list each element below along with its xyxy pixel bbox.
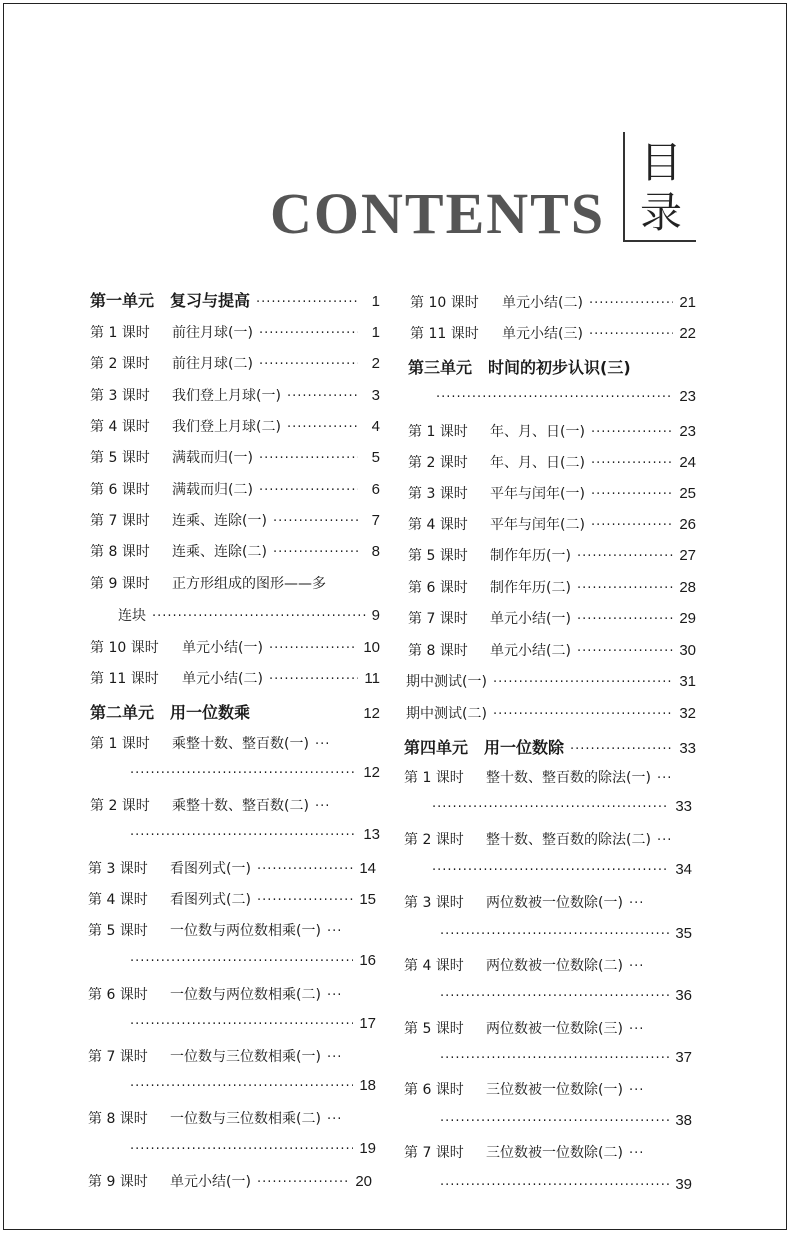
page-number: 39 [675, 1176, 692, 1193]
toc-lesson[interactable] [404, 1142, 696, 1162]
leader-dots [577, 644, 673, 659]
contents-title-cn [626, 138, 696, 238]
toc-lesson[interactable] [90, 668, 380, 688]
page-number: 32 [679, 705, 696, 722]
lesson-number: 第 1 课时 [90, 325, 150, 341]
lesson-title: 年、月、日(二) [490, 455, 585, 471]
lesson-number: 第 6 课时 [404, 1082, 464, 1098]
lesson-number: 第 1 课时 [404, 770, 464, 786]
toc-lesson[interactable] [88, 1171, 372, 1191]
lesson-title: 整十数、整百数的除法(一) [486, 770, 651, 786]
lesson-title: 一位数与两位数相乘(一) [170, 923, 321, 939]
toc-leader-line[interactable] [440, 1176, 692, 1193]
toc-lesson[interactable] [408, 452, 696, 472]
leader-dots [259, 451, 358, 466]
title-divider-horizontal [623, 240, 696, 242]
page-number: 2 [371, 355, 380, 372]
leader-dots [273, 545, 358, 560]
lesson-number: 第 2 课时 [90, 798, 150, 814]
leader-dots [130, 1142, 353, 1157]
toc-lesson[interactable] [404, 892, 696, 912]
toc-lesson[interactable] [90, 795, 380, 815]
lesson-title: 满载而归(一) [172, 450, 253, 466]
toc-lesson[interactable] [88, 889, 376, 909]
lesson-title: 平年与闰年(二) [490, 517, 585, 533]
leader-dots [493, 707, 673, 722]
page-number: 1 [371, 324, 380, 341]
leader-dots [269, 641, 357, 656]
page-number: 24 [679, 454, 696, 471]
toc-lesson[interactable] [408, 483, 696, 503]
page-number: 28 [679, 579, 696, 596]
page-number: 3 [371, 387, 380, 404]
toc-lesson[interactable] [88, 1108, 376, 1128]
toc-midterm[interactable] [406, 671, 696, 691]
ellipsis: ··· [656, 833, 673, 848]
page-number: 23 [679, 423, 696, 440]
leader-dots [591, 425, 673, 440]
toc-lesson[interactable] [408, 421, 696, 441]
toc-lesson[interactable] [88, 984, 376, 1004]
lesson-number: 第 7 课时 [404, 1145, 464, 1161]
page-number: 22 [679, 325, 696, 342]
lesson-title: 整十数、整百数的除法(二) [486, 832, 651, 848]
page-number: 15 [359, 891, 376, 908]
lesson-number: 第 10 课时 [410, 295, 479, 311]
leader-dots [440, 1051, 669, 1066]
lesson-number: 第 10 课时 [90, 640, 159, 656]
page-number: 25 [679, 485, 696, 502]
leader-dots [130, 766, 357, 781]
leader-dots [440, 927, 669, 942]
toc-lesson[interactable] [88, 1046, 376, 1066]
unit-title: 第二单元 用一位数乘 [90, 703, 251, 722]
lesson-title: 单元小结(一) [182, 640, 263, 656]
lesson-number: 第 1 课时 [90, 736, 150, 752]
page-number: 11 [364, 670, 380, 687]
lesson-title: 看图列式(一) [170, 861, 251, 877]
toc-leader-line[interactable] [436, 388, 696, 405]
toc-lesson[interactable] [90, 385, 380, 405]
toc-lesson[interactable] [404, 955, 696, 975]
page-number: 37 [675, 1049, 692, 1066]
lesson-number: 第 1 课时 [408, 424, 468, 440]
toc-lesson[interactable] [404, 767, 696, 787]
lesson-number: 第 4 课时 [404, 958, 464, 974]
lesson-number: 第 7 课时 [90, 513, 150, 529]
lesson-title: 我们登上月球(一) [172, 388, 281, 404]
toc-lesson[interactable] [90, 510, 380, 530]
ellipsis: ··· [326, 988, 343, 1003]
ellipsis: ··· [314, 799, 331, 814]
lesson-title: 连乘、连除(一) [172, 513, 267, 529]
page-number: 29 [679, 610, 696, 627]
toc-lesson[interactable] [408, 640, 696, 660]
contents-title-en: CONTENTS [270, 181, 606, 246]
leader-dots [257, 893, 353, 908]
page-number: 21 [679, 294, 696, 311]
toc-lesson[interactable] [408, 608, 696, 628]
lesson-title: 满载而归(二) [172, 482, 253, 498]
toc-leader-line[interactable] [440, 1112, 692, 1129]
leader-dots [570, 742, 673, 757]
toc-lesson[interactable] [90, 322, 380, 342]
lesson-title: 连乘、连除(二) [172, 544, 267, 560]
toc-lesson[interactable] [88, 920, 376, 940]
toc-lesson[interactable] [90, 573, 380, 593]
leader-dots [432, 863, 669, 878]
page-number: 4 [371, 418, 380, 435]
leader-dots [589, 296, 673, 311]
lesson-title: 两位数被一位数除(三) [486, 1021, 623, 1037]
unit-title: 第四单元 用一位数除 [404, 738, 565, 757]
ellipsis: ··· [628, 1146, 645, 1161]
toc-lesson[interactable] [404, 1079, 696, 1099]
page-number: 33 [675, 798, 692, 815]
leader-dots [257, 1175, 349, 1190]
lesson-title: 三位数被一位数除(一) [486, 1082, 623, 1098]
toc-leader-line[interactable] [130, 1140, 376, 1157]
lesson-number: 第 2 课时 [404, 832, 464, 848]
toc-leader-line[interactable] [432, 798, 692, 815]
lesson-number: 第 9 课时 [88, 1174, 148, 1190]
toc-unit-1[interactable] [90, 288, 380, 311]
lesson-title: 制作年历(一) [490, 548, 571, 564]
toc-unit-4[interactable] [404, 735, 696, 758]
toc-lesson[interactable] [410, 292, 696, 312]
leader-dots [287, 389, 358, 404]
lesson-title: 前往月球(二) [172, 356, 253, 372]
ellipsis: ··· [326, 1050, 343, 1065]
leader-dots [256, 295, 358, 310]
ellipsis: ··· [326, 1112, 343, 1127]
page-number: 19 [359, 1140, 376, 1157]
leader-dots [130, 1017, 353, 1032]
lesson-number: 第 4 课时 [408, 517, 468, 533]
lesson-title: 两位数被一位数除(二) [486, 958, 623, 974]
page-number: 9 [371, 607, 380, 624]
ellipsis: ··· [628, 1083, 645, 1098]
page-number: 38 [675, 1112, 692, 1129]
toc-lesson[interactable] [90, 733, 380, 753]
toc-lesson[interactable] [90, 541, 380, 561]
lesson-number: 第 5 课时 [404, 1021, 464, 1037]
lesson-number: 第 9 课时 [90, 576, 150, 592]
lesson-title: 一位数与三位数相乘(二) [170, 1111, 321, 1127]
lesson-number: 第 3 课时 [408, 486, 468, 502]
leader-dots [287, 420, 358, 435]
page-number: 31 [679, 673, 696, 690]
toc-leader-line[interactable] [432, 861, 692, 878]
lesson-title: 年、月、日(一) [490, 424, 585, 440]
midterm-title: 期中测试(二) [406, 706, 487, 722]
lesson-title: 单元小结(二) [502, 295, 583, 311]
lesson-number: 第 6 课时 [408, 580, 468, 596]
toc-lesson[interactable] [410, 323, 696, 343]
lesson-title: 单元小结(一) [170, 1174, 251, 1190]
leader-dots [432, 800, 669, 815]
lesson-number: 第 3 课时 [88, 861, 148, 877]
toc-lesson[interactable] [408, 545, 696, 565]
page-number: 6 [371, 481, 380, 498]
leader-dots [591, 487, 673, 502]
page-number: 17 [359, 1015, 376, 1032]
lesson-number: 第 5 课时 [90, 450, 150, 466]
lesson-number: 第 8 课时 [88, 1111, 148, 1127]
toc-leader-line[interactable] [130, 764, 380, 781]
toc-leader-line[interactable] [440, 987, 692, 1004]
lesson-title: 乘整十数、整百数(二) [172, 798, 309, 814]
page-number: 30 [679, 642, 696, 659]
lesson-number: 第 8 课时 [90, 544, 150, 560]
page-number: 7 [371, 512, 380, 529]
lesson-title: 平年与闰年(一) [490, 486, 585, 502]
page-number: 35 [675, 925, 692, 942]
ellipsis: ··· [628, 959, 645, 974]
leader-dots [589, 327, 673, 342]
leader-dots [130, 828, 357, 843]
lesson-title: 乘整十数、整百数(一) [172, 736, 309, 752]
page-number: 36 [675, 987, 692, 1004]
leader-dots [269, 672, 358, 687]
toc-unit-3[interactable] [408, 355, 696, 378]
toc-leader-line[interactable] [130, 1015, 376, 1032]
toc-lesson[interactable] [404, 1018, 696, 1038]
lesson-title: 单元小结(一) [490, 611, 571, 627]
lesson-number: 第 8 课时 [408, 643, 468, 659]
ellipsis: ··· [326, 924, 343, 939]
leader-dots [493, 675, 673, 690]
page-number: 13 [363, 826, 380, 843]
lesson-number: 第 2 课时 [90, 356, 150, 372]
page-number: 10 [363, 639, 380, 656]
lesson-number: 第 7 课时 [408, 611, 468, 627]
leader-dots [577, 612, 673, 627]
toc-leader-line[interactable] [130, 826, 380, 843]
page-number: 8 [371, 543, 380, 560]
lesson-title: 制作年历(二) [490, 580, 571, 596]
leader-dots [259, 483, 358, 498]
leader-dots [436, 390, 673, 405]
lesson-number: 第 11 课时 [410, 326, 479, 342]
page-number: 5 [371, 449, 380, 466]
lesson-title: 一位数与三位数相乘(一) [170, 1049, 321, 1065]
leader-dots [577, 549, 673, 564]
midterm-title: 期中测试(一) [406, 674, 487, 690]
leader-dots [259, 326, 358, 341]
toc-unit-2[interactable] [90, 700, 380, 723]
lesson-number: 第 2 课时 [408, 455, 468, 471]
lesson-title: 两位数被一位数除(一) [486, 895, 623, 911]
leader-dots [152, 609, 366, 624]
lesson-title: 我们登上月球(二) [172, 419, 281, 435]
page-number: 33 [679, 740, 696, 757]
lesson-title: 正方形组成的图形——多 [172, 576, 326, 592]
lesson-number: 第 5 课时 [408, 548, 468, 564]
page-number: 26 [679, 516, 696, 533]
lesson-number: 第 4 课时 [88, 892, 148, 908]
leader-dots [440, 1178, 669, 1193]
lesson-title-continuation: 连块 [118, 608, 146, 624]
leader-dots [259, 357, 358, 372]
toc-lesson[interactable] [88, 858, 376, 878]
toc-midterm[interactable] [406, 703, 696, 723]
unit-title: 第一单元 复习与提高 [90, 291, 251, 310]
leader-dots [257, 862, 353, 877]
ellipsis: ··· [628, 1022, 645, 1037]
toc-leader-line[interactable] [130, 1077, 376, 1094]
lesson-number: 第 6 课时 [88, 987, 148, 1003]
leader-dots [577, 581, 673, 596]
page-number: 16 [359, 952, 376, 969]
toc-leader-line[interactable] [440, 925, 692, 942]
title-divider-vertical [623, 132, 625, 240]
title-cn-char-2: 录 [639, 188, 682, 237]
lesson-number: 第 5 课时 [88, 923, 148, 939]
lesson-number: 第 11 课时 [90, 671, 159, 687]
toc-lesson[interactable] [90, 447, 380, 467]
leader-dots [440, 1114, 669, 1129]
ellipsis: ··· [314, 737, 331, 752]
lesson-number: 第 6 课时 [90, 482, 150, 498]
leader-dots [273, 514, 358, 529]
lesson-number: 第 7 课时 [88, 1049, 148, 1065]
toc-lesson-continuation[interactable] [118, 605, 380, 625]
leader-dots [130, 1079, 353, 1094]
page-number: 1 [371, 293, 380, 310]
leader-dots [130, 954, 353, 969]
page-number: 20 [355, 1173, 372, 1190]
lesson-title: 看图列式(二) [170, 892, 251, 908]
toc-lesson[interactable] [90, 479, 380, 499]
lesson-number: 第 3 课时 [404, 895, 464, 911]
toc-lesson[interactable] [90, 416, 380, 436]
page-number: 12 [363, 705, 380, 722]
unit-title: 第三单元 时间的初步认识(三) [408, 358, 631, 377]
leader-dots [440, 989, 669, 1004]
title-cn-char-1: 目 [639, 138, 682, 187]
page-number: 27 [679, 547, 696, 564]
lesson-number: 第 3 课时 [90, 388, 150, 404]
toc-leader-line[interactable] [440, 1049, 692, 1066]
lesson-title: 单元小结(二) [490, 643, 571, 659]
page-number: 23 [679, 388, 696, 405]
lesson-title: 前往月球(一) [172, 325, 253, 341]
toc-leader-line[interactable] [130, 952, 376, 969]
lesson-title: 单元小结(三) [502, 326, 583, 342]
toc-lesson[interactable] [408, 577, 696, 597]
lesson-title: 三位数被一位数除(二) [486, 1145, 623, 1161]
leader-dots [591, 518, 673, 533]
toc-lesson[interactable] [90, 353, 380, 373]
page-number: 18 [359, 1077, 376, 1094]
lesson-title: 单元小结(二) [182, 671, 263, 687]
toc-lesson[interactable] [404, 829, 696, 849]
leader-dots [591, 456, 673, 471]
page-number: 14 [359, 860, 376, 877]
page-number: 34 [675, 861, 692, 878]
page-number: 12 [363, 764, 380, 781]
toc-lesson[interactable] [90, 637, 380, 657]
toc-lesson[interactable] [408, 514, 696, 534]
ellipsis: ··· [656, 771, 673, 786]
ellipsis: ··· [628, 896, 645, 911]
lesson-number: 第 4 课时 [90, 419, 150, 435]
lesson-title: 一位数与两位数相乘(二) [170, 987, 321, 1003]
